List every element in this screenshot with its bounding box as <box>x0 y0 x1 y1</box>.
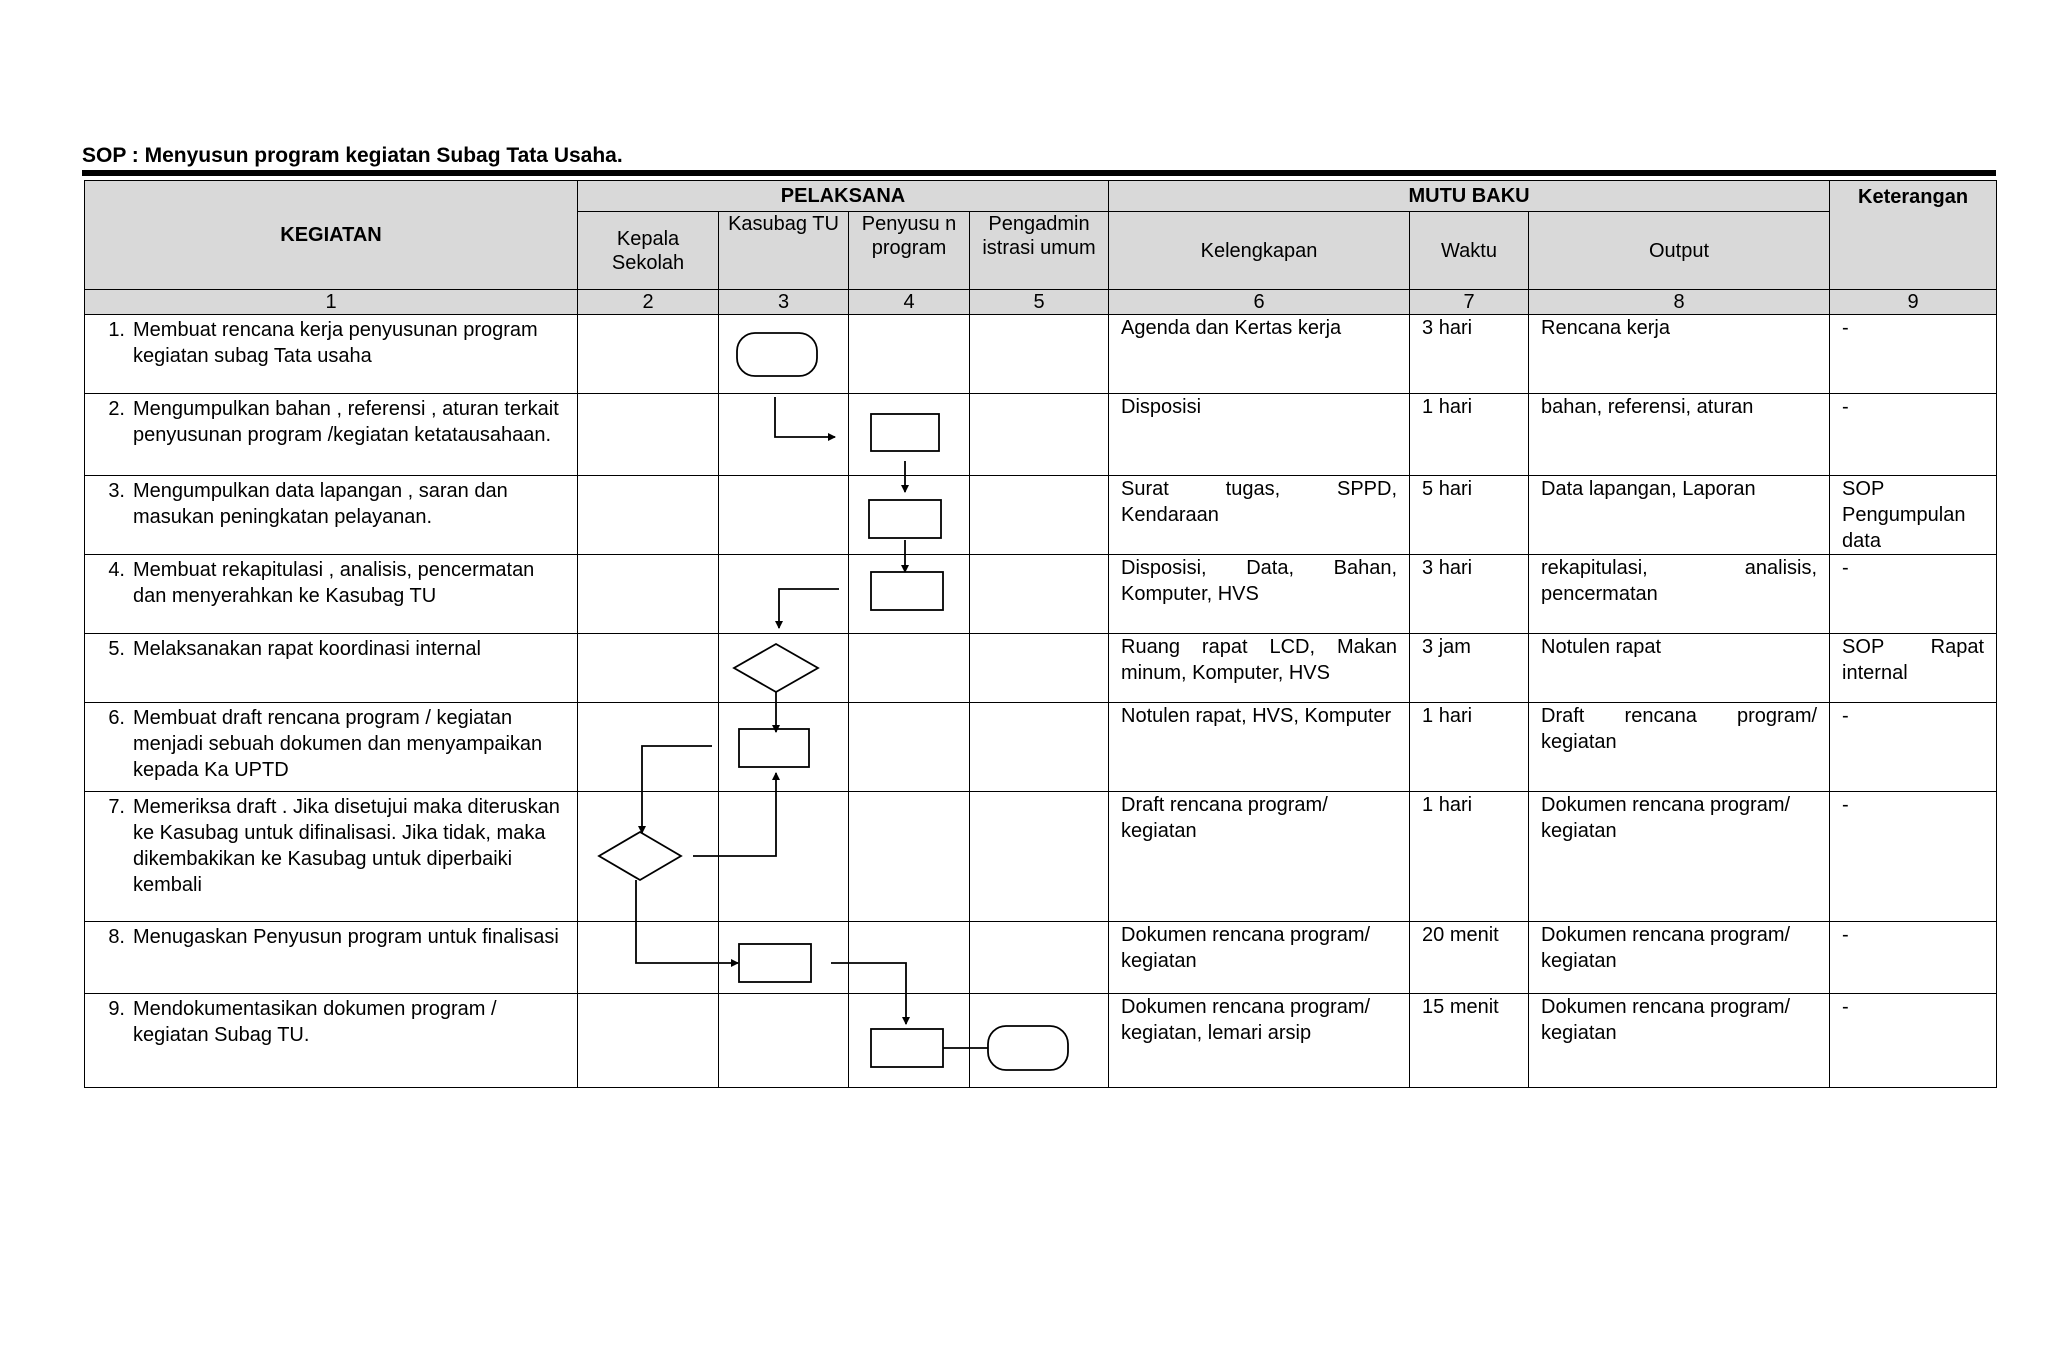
penyusun-program-cell <box>849 394 970 476</box>
title-rule <box>82 170 1996 176</box>
kegiatan-cell <box>85 792 578 922</box>
kegiatan-cell <box>85 634 578 703</box>
step-number: 1. <box>108 319 125 341</box>
column-number: 7 <box>1410 290 1529 315</box>
penyusun-program-cell <box>849 634 970 703</box>
kasubag-tu-cell <box>719 476 849 555</box>
output-cell: Dokumen rencana program/ kegiatan <box>1529 994 1830 1088</box>
kelengkapan-cell: Dokumen rencana program/ kegiatan <box>1109 922 1410 994</box>
table-row <box>85 792 1997 922</box>
kegiatan-text: Mengumpulkan data lapangan , saran dan masukan peningkatan pelayanan. <box>133 480 508 528</box>
kasubag-tu-cell <box>719 315 849 394</box>
column-number: 9 <box>1830 290 1997 315</box>
table-row <box>85 634 1997 703</box>
waktu-cell: 20 menit <box>1410 922 1529 994</box>
column-number: 4 <box>849 290 970 315</box>
kegiatan-cell <box>85 476 578 555</box>
header-kegiatan: KEGIATAN <box>85 181 578 290</box>
header-kepala-sekolah: Kepala Sekolah <box>578 212 719 290</box>
output-cell: Draft rencana program/ kegiatan <box>1529 703 1830 792</box>
kelengkapan-cell: Surat tugas, SPPD, Kendaraan <box>1109 476 1410 555</box>
column-number: 3 <box>719 290 849 315</box>
output-cell: Rencana kerja <box>1529 315 1830 394</box>
kelengkapan-cell: Agenda dan Kertas kerja <box>1109 315 1410 394</box>
sop-table <box>84 180 1997 1088</box>
table-row <box>85 922 1997 994</box>
kegiatan-text: Mengumpulkan bahan , referensi , aturan terkait penyusunan program /kegiatan ketatausahaan. <box>133 398 559 446</box>
keterangan-cell: - <box>1830 315 1997 394</box>
pengadministrasi-umum-cell <box>970 703 1109 792</box>
header-pengadministrasi-umum: Pengadmin istrasi umum <box>970 212 1109 290</box>
column-number: 1 <box>85 290 578 315</box>
column-number: 6 <box>1109 290 1410 315</box>
output-cell: Data lapangan, Laporan <box>1529 476 1830 555</box>
header-kasubag-tu: Kasubag TU <box>719 212 849 290</box>
step-number: 3. <box>108 480 125 502</box>
step-number: 4. <box>108 559 125 581</box>
kegiatan-cell <box>85 994 578 1088</box>
kasubag-tu-cell <box>719 634 849 703</box>
kegiatan-text: Melaksanakan rapat koordinasi internal <box>133 638 481 660</box>
kegiatan-cell <box>85 315 578 394</box>
penyusun-program-cell <box>849 555 970 634</box>
waktu-cell: 3 hari <box>1410 555 1529 634</box>
penyusun-program-cell <box>849 476 970 555</box>
column-number-row <box>85 290 1997 315</box>
kegiatan-text: Membuat rencana kerja penyusunan program kegiatan subag Tata usaha <box>133 319 538 367</box>
pengadministrasi-umum-cell <box>970 634 1109 703</box>
pengadministrasi-umum-cell <box>970 994 1109 1088</box>
column-number: 5 <box>970 290 1109 315</box>
kelengkapan-cell: Draft rencana program/ kegiatan <box>1109 792 1410 922</box>
kegiatan-cell <box>85 703 578 792</box>
penyusun-program-cell <box>849 994 970 1088</box>
column-number: 8 <box>1529 290 1830 315</box>
kepala-sekolah-cell <box>578 634 719 703</box>
kepala-sekolah-cell <box>578 922 719 994</box>
kepala-sekolah-cell <box>578 555 719 634</box>
pengadministrasi-umum-cell <box>970 792 1109 922</box>
step-number: 2. <box>108 398 125 420</box>
output-cell: Dokumen rencana program/ kegiatan <box>1529 922 1830 994</box>
waktu-cell: 3 jam <box>1410 634 1529 703</box>
keterangan-cell: - <box>1830 994 1997 1088</box>
pengadministrasi-umum-cell <box>970 394 1109 476</box>
header-output: Output <box>1529 212 1830 290</box>
waktu-cell: 1 hari <box>1410 703 1529 792</box>
keterangan-cell: - <box>1830 703 1997 792</box>
kelengkapan-cell: Dokumen rencana program/ kegiatan, lemari arsip <box>1109 994 1410 1088</box>
header-kelengkapan: Kelengkapan <box>1109 212 1410 290</box>
waktu-cell: 1 hari <box>1410 394 1529 476</box>
waktu-cell: 1 hari <box>1410 792 1529 922</box>
table-row <box>85 315 1997 394</box>
step-number: 9. <box>108 998 125 1020</box>
penyusun-program-cell <box>849 703 970 792</box>
kelengkapan-cell: Disposisi <box>1109 394 1410 476</box>
kelengkapan-cell: Disposisi, Data, Bahan, Komputer, HVS <box>1109 555 1410 634</box>
kegiatan-text: Mendokumentasikan dokumen program / kegiatan Subag TU. <box>133 998 497 1046</box>
header-mutu-baku: MUTU BAKU <box>1109 181 1830 212</box>
kelengkapan-cell: Ruang rapat LCD, Makan minum, Komputer, HVS <box>1109 634 1410 703</box>
column-number: 2 <box>578 290 719 315</box>
output-cell: rekapitulasi, analisis, pencermatan <box>1529 555 1830 634</box>
kegiatan-cell <box>85 922 578 994</box>
header-waktu: Waktu <box>1410 212 1529 290</box>
kepala-sekolah-cell <box>578 994 719 1088</box>
header-penyusun-program: Penyusu n program <box>849 212 970 290</box>
step-number: 7. <box>108 796 125 818</box>
keterangan-cell: - <box>1830 394 1997 476</box>
document-title: SOP : Menyusun program kegiatan Subag Tata Usaha. <box>82 144 623 167</box>
step-number: 8. <box>108 926 125 948</box>
penyusun-program-cell <box>849 922 970 994</box>
keterangan-cell: - <box>1830 792 1997 922</box>
kasubag-tu-cell <box>719 394 849 476</box>
table-row <box>85 703 1997 792</box>
output-cell: Notulen rapat <box>1529 634 1830 703</box>
kegiatan-cell <box>85 394 578 476</box>
waktu-cell: 3 hari <box>1410 315 1529 394</box>
kegiatan-text: Membuat rekapitulasi , analisis, pencermatan dan menyerahkan ke Kasubag TU <box>133 559 535 607</box>
kasubag-tu-cell <box>719 994 849 1088</box>
penyusun-program-cell <box>849 792 970 922</box>
kegiatan-text: Menugaskan Penyusun program untuk finalisasi <box>133 926 559 948</box>
pengadministrasi-umum-cell <box>970 555 1109 634</box>
keterangan-cell: SOP Rapat internal <box>1830 634 1997 703</box>
kasubag-tu-cell <box>719 555 849 634</box>
header-keterangan: Keterangan <box>1830 181 1997 290</box>
table-row <box>85 476 1997 555</box>
kepala-sekolah-cell <box>578 703 719 792</box>
table-row <box>85 394 1997 476</box>
keterangan-cell: SOP Pengumpulan data <box>1830 476 1997 555</box>
pengadministrasi-umum-cell <box>970 476 1109 555</box>
penyusun-program-cell <box>849 315 970 394</box>
kepala-sekolah-cell <box>578 315 719 394</box>
waktu-cell: 15 menit <box>1410 994 1529 1088</box>
output-cell: bahan, referensi, aturan <box>1529 394 1830 476</box>
output-cell: Dokumen rencana program/ kegiatan <box>1529 792 1830 922</box>
step-number: 6. <box>108 707 125 729</box>
kepala-sekolah-cell <box>578 476 719 555</box>
keterangan-cell: - <box>1830 555 1997 634</box>
header-pelaksana: PELAKSANA <box>578 181 1109 212</box>
kegiatan-text: Memeriksa draft . Jika disetujui maka diteruskan ke Kasubag untuk difinalisasi. Jika tidak, maka dikembakikan ke Kasubag untuk diperbaiki kembali <box>133 796 560 896</box>
waktu-cell: 5 hari <box>1410 476 1529 555</box>
step-number: 5. <box>108 638 125 660</box>
kasubag-tu-cell <box>719 703 849 792</box>
kegiatan-text: Membuat draft rencana program / kegiatan menjadi sebuah dokumen dan menyampaikan kepada Ka UPTD <box>133 707 543 781</box>
kelengkapan-cell: Notulen rapat, HVS, Komputer <box>1109 703 1410 792</box>
kegiatan-cell <box>85 555 578 634</box>
table-row <box>85 555 1997 634</box>
keterangan-cell: - <box>1830 922 1997 994</box>
pengadministrasi-umum-cell <box>970 922 1109 994</box>
kepala-sekolah-cell <box>578 792 719 922</box>
table-row <box>85 994 1997 1088</box>
pengadministrasi-umum-cell <box>970 315 1109 394</box>
kepala-sekolah-cell <box>578 394 719 476</box>
kasubag-tu-cell <box>719 922 849 994</box>
kasubag-tu-cell <box>719 792 849 922</box>
